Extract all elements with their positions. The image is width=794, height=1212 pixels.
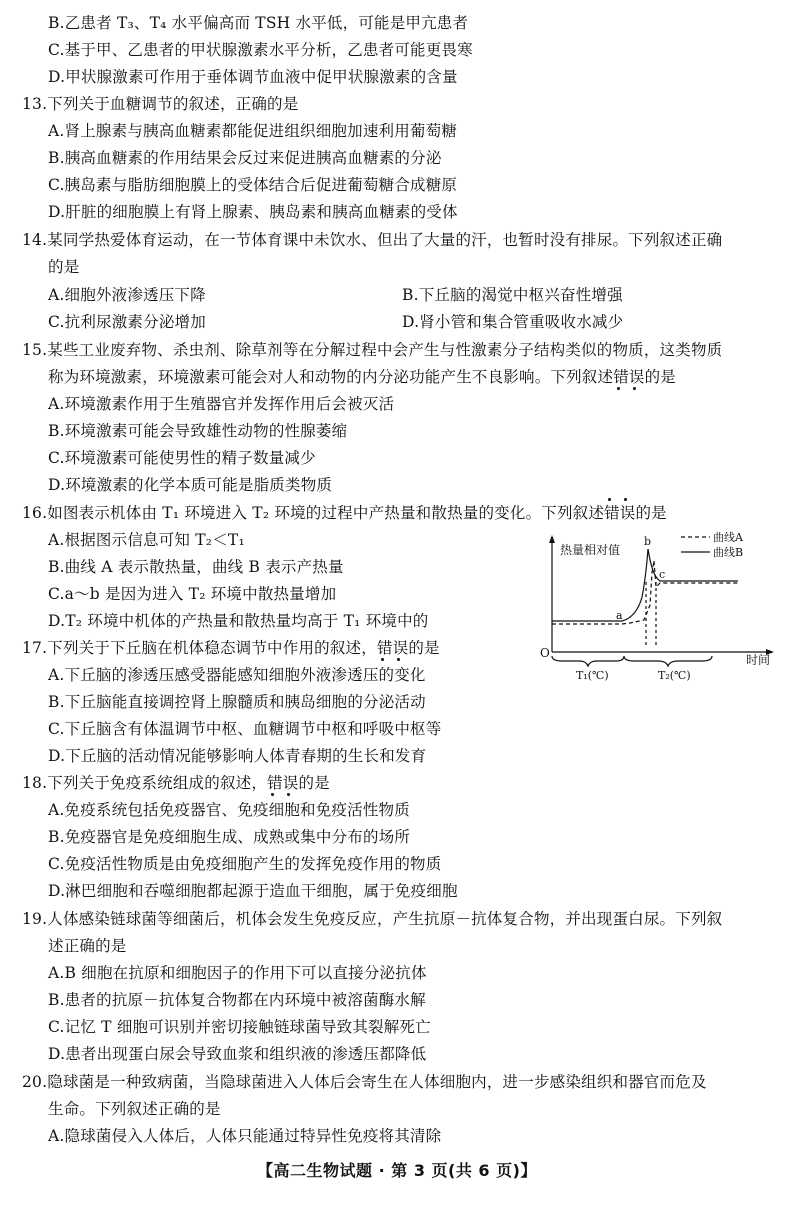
q17-emphasis-word [377,639,408,657]
emphasis-dot [624,498,627,501]
q17-stem-text: 17.下列关于下丘脑在机体稳态调节中作用的叙述， [22,639,377,657]
y-axis-label: 热量相对值 [560,543,621,557]
q18-stem [22,772,330,794]
q17-option-a: A.下丘脑的渗透压感受器能感知细胞外液渗透压的变化 [48,666,426,684]
q17-option-d: D.下丘脑的活动情况能够影响人体青春期的生长和发育 [48,747,427,765]
q14-stem-cont: 的是 [48,258,80,276]
q15-emphasis-text: 错误 [613,368,645,386]
q16-option-d: D.T₂ 环境中机体的产热量和散热量均高于 T₁ 环境中的 [48,612,429,630]
q16-stem [22,502,667,524]
q17-stem [22,637,440,659]
q16-option-c: C.a～b 是因为进入 T₂ 环境中散热量增加 [48,585,337,603]
q18-option-c: C.免疫活性物质是由免疫细胞产生的发挥免疫作用的物质 [48,855,442,873]
legend-label-b: 曲线B [713,546,744,559]
heat-balance-figure [538,527,788,687]
q12-option-c: C.基于甲、乙患者的甲状腺激素水平分析，乙患者可能更畏寒 [48,41,473,59]
q13-stem: 13.下列关于血糖调节的叙述，正确的是 [22,95,299,113]
q16-option-a: A.根据图示信息可知 T₂＜T₁ [48,531,245,549]
emphasis-dot [397,658,400,661]
q16-stem-text: 16.如图表示机体由 T₁ 环境进入 T₂ 环境的过程中产热量和散热量的变化。下列叙述 [22,504,605,522]
q13-option-a: A.肾上腺素与胰高血糖素都能促进组织细胞加速利用葡萄糖 [48,122,458,140]
q15-stem-cont [48,366,676,388]
q19-option-a: A.B 细胞在抗原和细胞因子的作用下可以直接分泌抗体 [48,964,427,982]
q13-option-b: B.胰高血糖素的作用结果会反过来促进胰高血糖素的分泌 [48,149,442,167]
q17-stem-end: 的是 [408,639,440,657]
q14-option-c: C.抗利尿激素分泌增加 [48,313,206,331]
q18-option-d: D.淋巴细胞和吞噬细胞都起源于造血干细胞，属于免疫细胞 [48,882,458,900]
q15-stem-end: 的是 [644,368,677,386]
q18-stem-end: 的是 [298,774,330,792]
q19-stem-cont: 述正确的是 [48,937,127,955]
q18-option-b: B.免疫器官是免疫细胞生成、成熟或集中分布的场所 [48,828,411,846]
q12-option-d: D.甲状腺激素可作用于垂体调节血液中促甲状腺激素的含量 [48,68,458,86]
q15-stem-text: 称为环境激素，环境激素可能会对人和动物的内分泌功能产生不良影响。下列叙述 [48,368,614,386]
q19-option-d: D.患者出现蛋白尿会导致血浆和组织液的渗透压都降低 [48,1045,427,1063]
q15-option-c: C.环境激素可能使男性的精子数量减少 [48,449,316,467]
q16-stem-end: 的是 [635,504,667,522]
q16-option-b: B.曲线 A 表示散热量，曲线 B 表示产热量 [48,558,344,576]
curve-a [552,561,654,624]
q17-emphasis-text: 错误 [376,639,409,657]
q17-option-b: B.下丘脑能直接调控肾上腺髓质和胰岛细胞的分泌活动 [48,693,426,711]
point-c-label: c [659,568,666,581]
q19-option-c: C.记忆 T 细胞可识别并密切接触链球菌导致其裂解死亡 [48,1018,431,1036]
q15-stem: 15.某些工业废弃物、杀虫剂、除草剂等在分解过程中会产生与性激素分子结构类似的物质，这类物质 [22,341,723,359]
q19-option-b: B.患者的抗原－抗体复合物都在内环境中被溶菌酶水解 [48,991,426,1009]
q13-option-c: C.胰岛素与脂肪细胞膜上的受体结合后促进葡萄糖合成糖原 [48,176,458,194]
q12-option-b: B.乙患者 T₃、T₄ 水平偏高而 TSH 水平低，可能是甲亢患者 [48,14,469,32]
emphasis-dot [287,793,290,796]
q14-option-d: D.肾小管和集合管重吸收水减少 [402,313,624,331]
curve-b [552,549,738,621]
brace-t1 [552,656,624,666]
brace-t2 [624,656,712,666]
q15-emphasis-word [613,368,644,386]
q20-stem: 20.隐球菌是一种致病菌，当隐球菌进入人体后会寄生在人体细胞内，进一步感染组织和器官而危及 [22,1073,707,1091]
q15-option-a: A.环境激素作用于生殖器官并发挥作用后会被灭活 [48,395,395,413]
q20-stem-cont: 生命。下列叙述正确的是 [48,1100,221,1118]
q14-option-a: A.细胞外液渗透压下降 [48,286,206,304]
q15-option-d: D.环境激素的化学本质可能是脂质类物质 [48,476,333,494]
q18-stem-text: 18.下列关于免疫系统组成的叙述， [22,774,268,792]
q18-option-a: A.免疫系统包括免疫器官、免疫细胞和免疫活性物质 [48,801,410,819]
q18-emphasis-word [267,774,298,792]
point-b-label: b [644,535,652,548]
t1-label: T₁(℃) [576,669,609,682]
emphasis-dot [271,793,274,796]
q16-emphasis-word [604,504,635,522]
page-footer: 【高二生物试题 · 第 3 页(共 6 页)】 [257,1161,537,1180]
point-a-label: a [616,609,623,622]
emphasis-dot [617,387,620,390]
q15-option-b: B.环境激素可能会导致雄性动物的性腺萎缩 [48,422,348,440]
y-axis-arrow [549,535,555,543]
x-axis-label: 时间 [746,653,771,667]
q17-option-c: C.下丘脑含有体温调节中枢、血糖调节中枢和呼吸中枢等 [48,720,442,738]
t2-label: T₂(℃) [658,669,691,682]
emphasis-dot [608,498,611,501]
q20-option-a: A.隐球菌侵入人体后，人体只能通过特异性免疫将其清除 [48,1127,442,1145]
q14-option-b: B.下丘脑的渴觉中枢兴奋性增强 [402,286,623,304]
q18-emphasis-text: 错误 [267,774,299,792]
q19-stem: 19.人体感染链球菌等细菌后，机体会发生免疫反应，产生抗原－抗体复合物，并出现蛋白尿。下列叙 [22,910,723,928]
emphasis-dot [381,658,384,661]
emphasis-dot [633,387,636,390]
q13-option-d: D.肝脏的细胞膜上有肾上腺素、胰岛素和胰高血糖素的受体 [48,203,458,221]
legend-label-a: 曲线A [713,531,743,544]
q16-emphasis-text: 错误 [604,504,636,522]
origin-label: O [540,646,550,660]
curve-a-after [654,561,738,587]
q14-stem: 14.某同学热爱体育运动，在一节体育课中未饮水、但出了大量的汗，也暂时没有排尿。下列叙述正确 [22,231,723,249]
